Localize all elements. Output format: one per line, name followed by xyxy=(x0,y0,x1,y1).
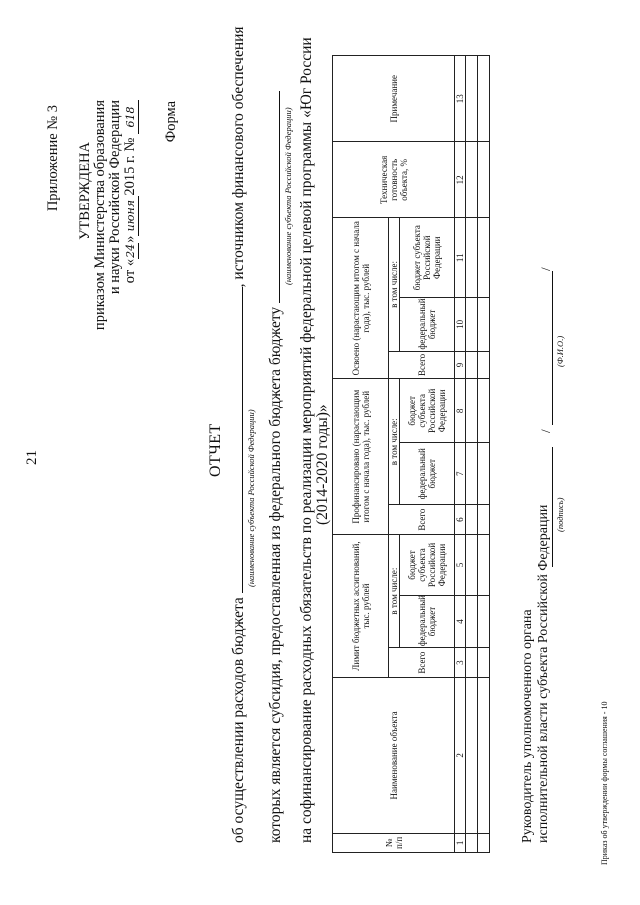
header-financed-subj: бюджет субъекта Российской Федерации xyxy=(400,379,455,443)
page-number: 21 xyxy=(24,450,40,465)
header-limit: Лимит бюджетных ассигнований, тыс. рублей xyxy=(333,535,389,678)
header-limit-total: Всего xyxy=(389,648,455,678)
column-numbers-row xyxy=(455,56,466,853)
date-prefix: от « xyxy=(122,258,138,284)
header-financed-total: Всего xyxy=(389,505,455,535)
header-spent: Освоено (нарастающим итогом с начала года), тыс. рублей xyxy=(333,218,389,379)
col-number: 10 xyxy=(455,298,466,351)
report-line-1 xyxy=(228,26,247,843)
col-number: 12 xyxy=(455,142,466,218)
header-spent-total: Всего xyxy=(389,351,455,379)
report-line-4: (2014-2020 годы)» xyxy=(314,404,331,525)
report-line-1-start: об осуществлении расходов бюджета xyxy=(230,597,247,843)
footer-note: Приказ об утверждении формы соглашения - 10 xyxy=(600,701,609,865)
header-limit-fed: федеральный бюджет xyxy=(400,595,455,647)
header-spent-incl: в том числе: xyxy=(389,218,400,351)
table-header-row-1 xyxy=(333,56,389,853)
caption-subject-name-1: (наименование субъекта Российской Федерации) xyxy=(246,409,256,587)
table-empty-row xyxy=(478,56,490,853)
approval-date-line xyxy=(123,100,139,283)
date-year: 2015 г. № xyxy=(122,137,138,196)
date-month: июня xyxy=(123,196,139,236)
col-number: 3 xyxy=(455,648,466,678)
caption-subject-name-2: (наименование субъекта Российской Федерации) xyxy=(283,107,293,285)
appendix-title: Приложение № 3 xyxy=(45,105,61,212)
col-number: 1 xyxy=(455,833,466,852)
name-slash-right: / xyxy=(538,267,553,271)
header-note: Примечание xyxy=(333,56,455,143)
col-number: 13 xyxy=(455,56,466,143)
header-num: № п/п xyxy=(333,833,455,852)
signatory-line-1: Руководитель уполномоченного органа xyxy=(520,609,535,843)
report-line-2-text: которых является субсидия, предоставленная из федерального бюджета бюджету xyxy=(267,306,284,843)
col-number: 7 xyxy=(455,443,466,505)
header-spent-subj: бюджет субъекта Российской Федерации xyxy=(400,218,455,298)
form-label: Форма xyxy=(163,101,179,143)
subject-name-blank xyxy=(228,287,243,593)
col-number: 9 xyxy=(455,351,466,379)
header-readiness: Техническая готовность объекта, % xyxy=(333,142,455,218)
col-number: 8 xyxy=(455,379,466,443)
header-financed: Профинансировано (нарастающим итогом с начала года), тыс. рублей xyxy=(333,379,389,535)
table-empty-row xyxy=(466,56,478,853)
report-line-3: на софинансирование расходных обязательств по реализации мероприятий федеральной целевой программы «Юг России xyxy=(298,37,315,843)
col-number: 5 xyxy=(455,535,466,596)
header-spent-fed: федеральный бюджет xyxy=(400,298,455,351)
date-mid: » xyxy=(122,235,138,243)
col-number: 6 xyxy=(455,505,466,535)
approval-line-1: приказом Министерства образования xyxy=(92,100,108,331)
subject-name-blank-2 xyxy=(265,91,280,303)
name-slash-left: / xyxy=(538,429,553,433)
approval-line-2: и науки Российской Федерации xyxy=(107,100,123,295)
header-limit-incl: в том числе: xyxy=(389,535,400,648)
col-number: 11 xyxy=(455,218,466,298)
report-line-1-end: , источником финансового обеспечения xyxy=(230,26,247,288)
date-day: 24 xyxy=(124,243,137,258)
name-blank xyxy=(552,271,553,425)
col-number: 2 xyxy=(455,678,466,834)
col-number: 4 xyxy=(455,595,466,647)
header-financed-incl: в том числе: xyxy=(389,379,400,505)
signature-caption: (подпись) xyxy=(555,497,565,532)
report-title: ОТЧЕТ xyxy=(207,423,224,477)
report-table xyxy=(332,55,490,853)
name-caption: (Ф.И.О.) xyxy=(555,335,565,367)
header-financed-fed: федеральный бюджет xyxy=(400,443,455,505)
signature-blank xyxy=(552,447,553,567)
report-line-2 xyxy=(265,91,284,843)
header-limit-subj: бюджет субъекта Российской Федерации xyxy=(400,535,455,596)
order-number: 618 xyxy=(123,100,139,134)
header-object-name: Наименование объекта xyxy=(333,678,455,834)
signatory-line-2: исполнительной власти субъекта Российской Федерации xyxy=(536,504,551,843)
approved-label: УТВЕРЖДЕНА xyxy=(77,142,93,240)
